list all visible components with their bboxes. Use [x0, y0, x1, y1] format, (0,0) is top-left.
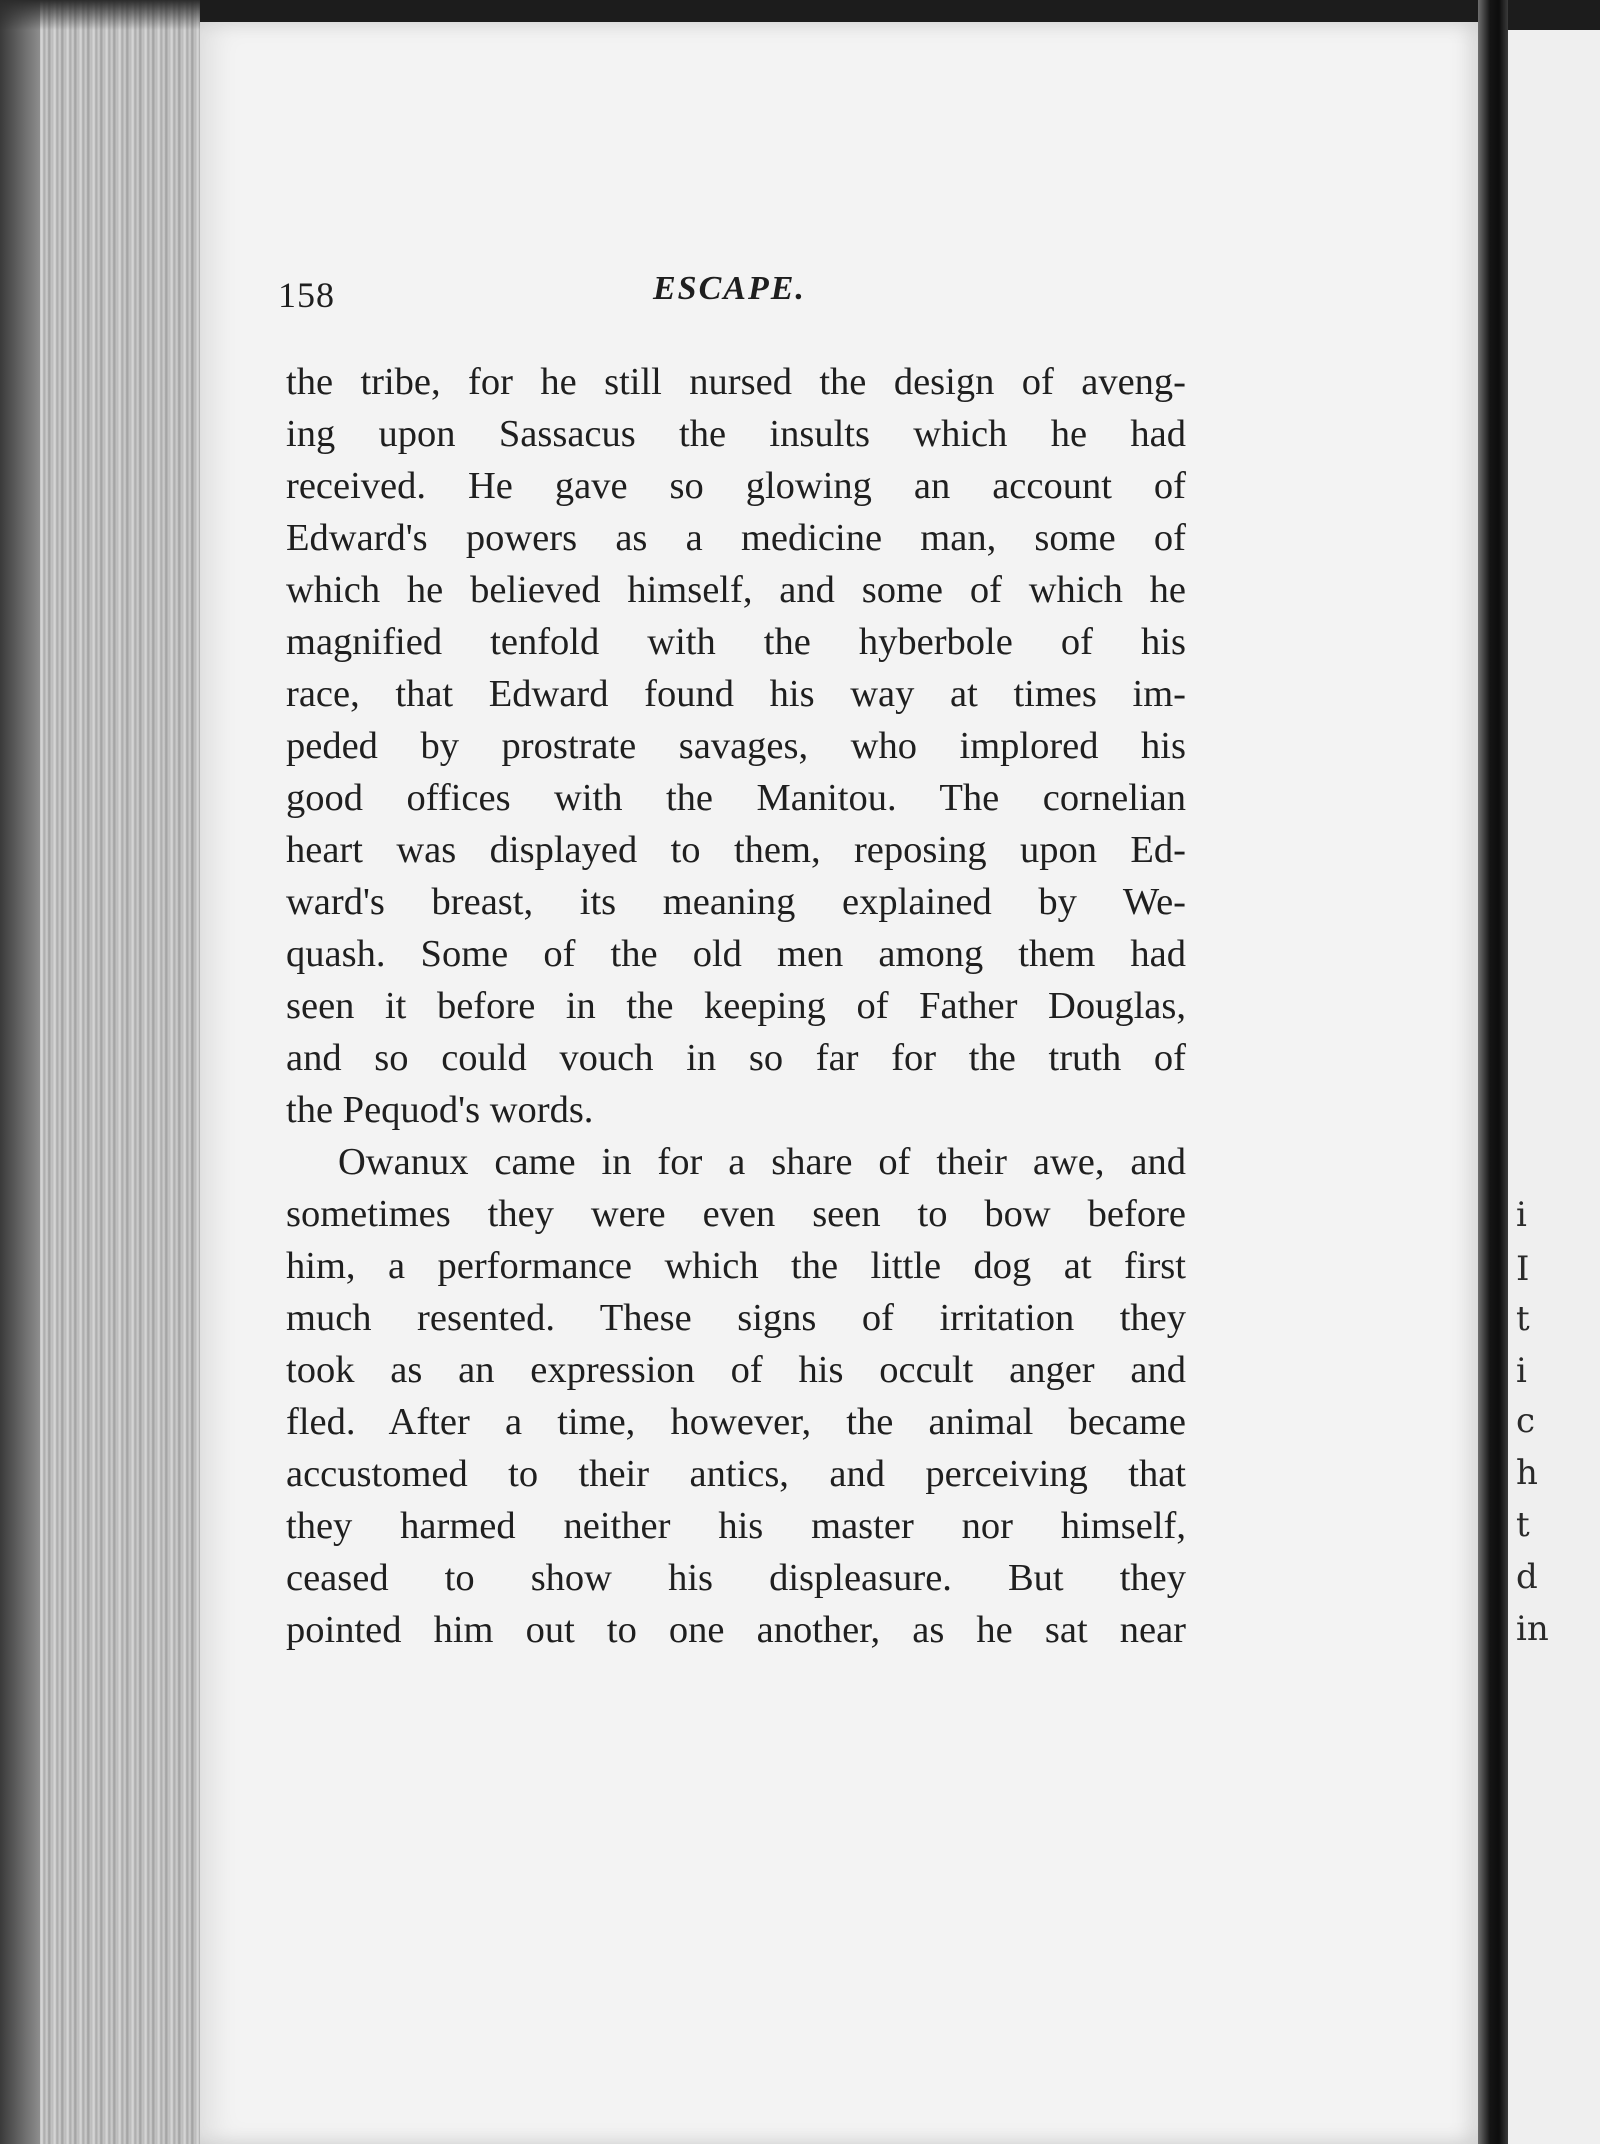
adjacent-page	[1508, 30, 1600, 2144]
text-line: good offices with the Manitou. The cornelian	[286, 777, 1186, 819]
page-edges	[0, 0, 200, 2144]
section-title: ESCAPE.	[653, 270, 806, 307]
adjacent-page-fragment: c	[1516, 1401, 1536, 1441]
text-line: which he believed himself, and some of which he	[286, 569, 1186, 611]
text-line: accustomed to their antics, and perceiving that	[286, 1453, 1186, 1495]
adjacent-page-fragment: t	[1516, 1505, 1530, 1545]
adjacent-page-fragment: I	[1516, 1249, 1530, 1289]
running-head	[278, 250, 1378, 315]
text-line: and so could vouch in so far for the truth of	[286, 1037, 1186, 1079]
text-line: magnified tenfold with the hyberbole of his	[286, 621, 1186, 663]
text-line: sometimes they were even seen to bow before	[286, 1193, 1186, 1235]
paragraph	[286, 1136, 1186, 1656]
paragraph	[286, 356, 1186, 1136]
adjacent-page-fragment: d	[1516, 1557, 1538, 1597]
text-line: Edward's powers as a medicine man, some of	[286, 517, 1186, 559]
text-line: pointed him out to one another, as he sat near	[286, 1609, 1186, 1651]
body-text	[286, 356, 1186, 1656]
book-gutter	[1478, 0, 1508, 2144]
text-line: they harmed neither his master nor himself,	[286, 1505, 1186, 1547]
page-number: 158	[278, 275, 335, 315]
text-line: him, a performance which the little dog at first	[286, 1245, 1186, 1287]
text-line: race, that Edward found his way at times im-	[286, 673, 1186, 715]
text-line: took as an expression of his occult anger and	[286, 1349, 1186, 1391]
text-line: seen it before in the keeping of Father Douglas,	[286, 985, 1186, 1027]
text-line: fled. After a time, however, the animal became	[286, 1401, 1186, 1443]
text-line: ceased to show his displeasure. But they	[286, 1557, 1186, 1599]
adjacent-page-fragment: in	[1516, 1609, 1549, 1649]
text-line: the tribe, for he still nursed the design of aveng-	[286, 361, 1186, 403]
adjacent-page-fragment: i	[1516, 1351, 1527, 1391]
text-line: received. He gave so glowing an account of	[286, 465, 1186, 507]
text-line: ward's breast, its meaning explained by We-	[286, 881, 1186, 923]
text-line: ing upon Sassacus the insults which he had	[286, 413, 1186, 455]
adjacent-page-fragment: h	[1516, 1453, 1538, 1493]
adjacent-page-fragment: t	[1516, 1299, 1530, 1339]
text-line: Owanux came in for a share of their awe, and	[338, 1141, 1186, 1183]
text-line: much resented. These signs of irritation they	[286, 1297, 1186, 1339]
text-line: peded by prostrate savages, who implored his	[286, 725, 1186, 767]
text-line: heart was displayed to them, reposing upon Ed-	[286, 829, 1186, 871]
text-line: the Pequod's words.	[286, 1089, 594, 1131]
text-line: quash. Some of the old men among them had	[286, 933, 1186, 975]
adjacent-page-fragment: i	[1516, 1195, 1527, 1235]
